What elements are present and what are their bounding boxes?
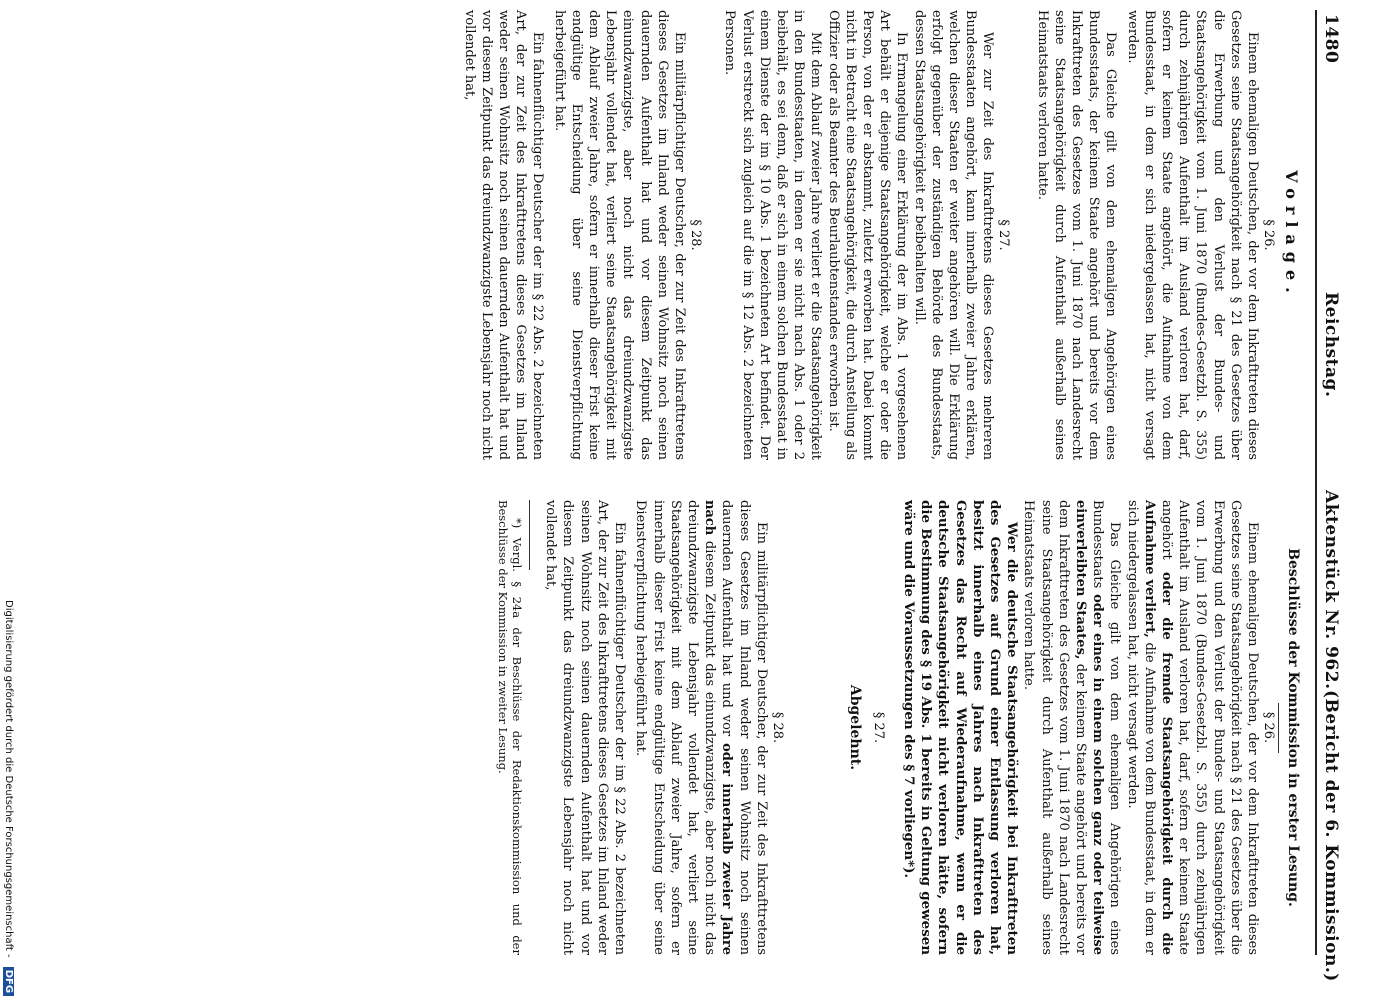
section-28-paragraph-2: Ein fahnenflüchtiger Deutscher der im § 22 Abs. 2 bezeichneten Art, der zur Zeit des Inkrafttretens dieses Gesetzes im Inland weder seinen Wohnsitz noch seinen dauernden Aufenthalt hat und vor diesem Zeitpunkt das dreiundzwanzigste Lebensjahr noch nicht vollendet hat,: [461, 10, 546, 460]
section-28-p1-amendment: oder innerhalb zweier Jahre nach: [702, 500, 735, 955]
section-27-heading: § 27.: [870, 711, 886, 744]
section-26-heading: § 26.: [1261, 219, 1276, 251]
section-26-paragraph-2: [1020, 500, 1123, 955]
section-28-p1-start: Ein militärpflichtiger Deutscher, der zur Zeit des Inkrafttretens dieses Gesetzes im Inland weder seinen Wohnsitz noch seinen dauernden Aufenthalt hat und vor: [719, 500, 769, 955]
header-reichstag: Reichstag.: [1321, 292, 1341, 398]
section-27-heading: § 27.: [996, 219, 1012, 251]
section-26-p1-amendment: oder die fremde Staatsangehörigkeit durch die Aufnahme verliert,: [1141, 500, 1174, 955]
section-28-p1-end: diesem Zeitpunkt das einundzwanzigste, aber noch nicht das dreiundzwanzigste Lebensjahr vollendet hat, verliert seine Staatsangehörigkeit mit dem Ablauf zweier Jahre, sofern er innerhalb dieser Frist keine endgültige Entscheidung über seine Dienstverpflichtung herbeigeführt hat.: [633, 500, 718, 955]
section-28-paragraph-1: Ein militärpflichtiger Deutscher, der zur Zeit des Inkrafttretens dieses Gesetzes im Inland weder seinen Wohnsitz noch seinen dauernden Aufenthalt hat und vor diesem Zeitpunkt das einundzwanzigste, aber noch nicht das dreiundzwanzigste Lebensjahr vollendet hat, verliert seine Staatsangehörigkeit mit dem Ablauf zweier Jahre, sofern er innerhalb dieser Frist keine endgültige Entscheidung über seine Dienstverpflichtung herbeigeführt hat.: [551, 10, 688, 460]
section-26-p2-end: der keinem Staate angehört und bereits vor dem Inkrafttreten des Gesetzes vom 1. Juni 1870 nach Landesrecht seine Staatsangehörigkeit durch Aufenthalt außerhalb seines Heimatstaats verloren hatte.: [1021, 500, 1088, 956]
footnote-rule: [529, 500, 530, 570]
digitization-notice-text: Digitalisierung gefördert durch die Deutsche Forschungsgemeinschaft -: [3, 600, 14, 958]
footnote: *) Vergl. § 24a der Beschlüsse der Redaktionskommission und der Beschlüsse der Kommission in zweiter Lesung.: [496, 500, 525, 955]
digitization-notice: [2, 600, 21, 996]
header-document-number: Aktenstück Nr. 962.: [1321, 490, 1341, 690]
section-26-paragraph-2: Das Gleiche gilt von dem ehemaligen Angehörigen eines Bundesstaats, der keinem Staate angehört und bereits vor dem Inkrafttreten des Gesetzes vom 1. Juni 1870 nach Landesrecht seine Staatsangehörigkeit durch Aufenthalt außerhalb seines Heimatstaats verloren hatte.: [1034, 10, 1119, 460]
header-report: (Bericht der 6. Kommission.): [1321, 690, 1341, 982]
section-27-rejected: Abgelehnt.: [846, 684, 863, 771]
section-27-paragraph-2: In Ermangelung einer Erklärung der im Abs. 1 vorgesehenen Art behält er diejenige Staatsangehörigkeit, welche er oder die Person, von der er abstammt, zuletzt erworben hat. Dabei kommt nicht in Betracht eine Staatsangehörigkeit, die durch Anstellung als Offizier oder als Beamter des Beurlaubtenstandes erworben ist.: [825, 10, 910, 460]
header-rule: [1315, 10, 1317, 955]
section-26-p1-end: die Aufnahme von dem Bundesstaat, in dem er sich niedergelassen hat, nicht versagt werden.: [1124, 500, 1157, 955]
section-26-p1-mid: darf, sofern er keinem Staate angehört: [1158, 500, 1192, 955]
section-26-paragraph-1: [1123, 500, 1261, 955]
section-26-paragraph-1: Einem ehemaligen Deutschen, der vor dem Inkrafttreten dieses Gesetzes seine Staatsangehörigkeit nach § 21 des Gesetzes über die Erwerbung und den Verlust der Bundes- und Staatsangehörigkeit vom 1. Juni 1870 (Bundes-Gesetzbl. S. 355) durch zehnjährigen Aufenthalt im Ausland verloren hat, darf, sofern er keinem Staate angehört, die Aufnahme von dem Bundesstaat, in dem er sich niedergelassen hat, nicht versagt werden.: [1124, 10, 1260, 460]
section-28-heading: § 28.: [769, 711, 785, 744]
section-28-paragraph-2: Ein fahnenflüchtiger Deutscher der im § 22 Abs. 2 bezeichneten Art, der zur Zeit des Inkrafttretens dieses Gesetzes im Inland weder seinen Wohnsitz noch seinen dauernden Aufenthalt hat und vor diesem Zeitpunkt das dreiundzwanzigste Lebensjahr noch nicht vollendet hat,: [543, 500, 628, 955]
section-26-p2-amendment: oder eines in einem solchen ganz oder teilweise einverleibten Staates,: [1072, 500, 1106, 955]
section-27-paragraph-1: Wer zur Zeit des Inkrafttretens dieses Gesetzes mehreren Bundesstaaten angehört, kann innerhalb zweier Jahre erklären, welchen dieser Staaten er weiter angehören will. Die Erklärung erfolgt gegenüber der zuständigen Behörde des Bundesstaats, dessen Staatsangehörigkeit er beibehalten will.: [911, 10, 996, 460]
column-vorlage: [460, 10, 1309, 460]
column-title-beschluesse: Beschlüsse der Kommission in erster Lesung.: [1285, 548, 1301, 907]
dfg-logo: DFG: [3, 967, 14, 996]
section-26-heading: § 26.: [1261, 711, 1276, 744]
column-beschluesse: [496, 500, 1309, 955]
page-number: 1480: [1321, 14, 1341, 64]
column-title-vorlage: Vorlage.: [1282, 170, 1301, 300]
title-underline: [1278, 703, 1279, 753]
section-26-p2-start: Das Gleiche gilt von dem ehemaligen Angehörigen eines Bundesstaats: [1090, 500, 1123, 955]
section-28-paragraph-1: [632, 500, 770, 955]
section-26-paragraph-3: Wer die deutsche Staatsangehörigkeit bei Inkrafttreten des Gesetzes auf Grund einer Entlassung verloren hat, besitzt innerhalb eines Jahres nach Inkrafttreten des Gesetzes das Recht auf Wiederaufnahme, wenn er die deutsche Staatsangehörigkeit nicht verloren hätte, sofern die Bestimmung des § 19 Abs. 1 bereits in Geltung gewesen wäre und die Voraussetzungen des § 7 vorliegen*).: [900, 500, 1021, 955]
section-26-p1-start: Einem ehemaligen Deutschen, der vor dem Inkrafttreten dieses Gesetzes seine Staatsangehörigkeit nach § 21 des Gesetzes über die Erwerbung und den Verlust der Bundes- und Staatsangehörigkeit vom 1. Juni 1870 (Bundes-Gesetzbl. S. 355) durch zehnjährigen Aufenthalt im Ausland verloren hat,: [1176, 500, 1260, 955]
section-27-paragraph-3: Mit dem Ablauf zweier Jahre verliert er die Staatsangehörigkeit in den Bundesstaaten, in denen er sie nicht nach Abs. 1 oder 2 beibehält, es sei denn, daß er sich in einem solchen Bundesstaat in einem Dienste der im § 10 Abs. 1 bezeichneten Art befindet. Der Verlust erstreckt sich zugleich auf die im § 12 Abs. 2 bezeichneten Personen.: [722, 10, 824, 460]
section-28-heading: § 28.: [688, 219, 704, 251]
